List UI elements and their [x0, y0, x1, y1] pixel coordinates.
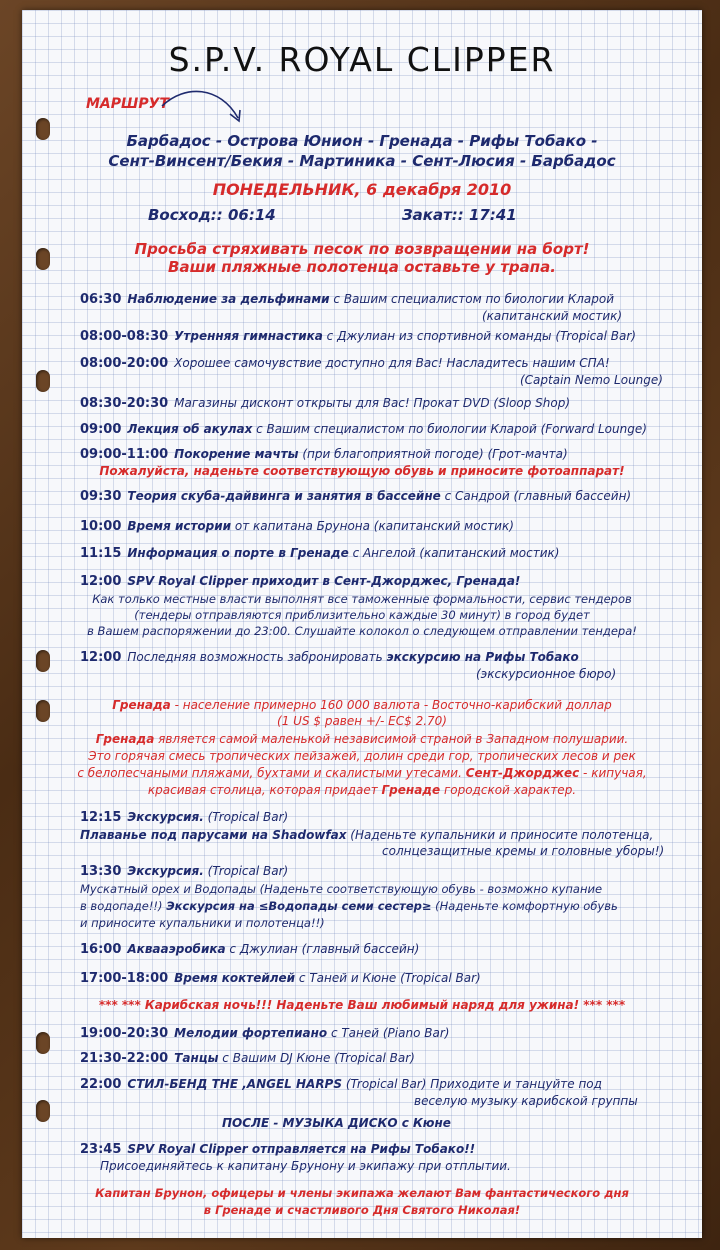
grenada-name: Гренада: [95, 732, 155, 746]
grenada-name: Гренаде: [381, 783, 441, 797]
event-row: [80, 422, 647, 437]
event-title: Экскурсия.: [127, 810, 204, 824]
closing-line-2: в Гренаде и счастливого Дня Святого Николая!: [203, 1203, 521, 1217]
event-title: Экскурсия на ≤Водопады семи сестер≥: [166, 899, 432, 913]
event-detail: (Наденьте купальники и приносите полотенца,: [346, 828, 654, 842]
event-time: 12:00: [80, 650, 122, 665]
event-time: 09:00-11:00: [80, 447, 169, 462]
event-title: SPV Royal Clipper приходит в Сент-Джорджес, Гренада!: [127, 574, 521, 588]
event-note: [80, 899, 618, 913]
event-location: (экскурсионное бюро): [476, 667, 617, 681]
event-detail: Магазины дисконт открыты для Вас! Прокат DVD (Sloop Shop): [174, 396, 571, 410]
event-note: солнцезащитные кремы и головные уборы!): [382, 844, 665, 858]
event-time: 10:00: [80, 519, 122, 534]
event-title: Лекция об акулах: [127, 422, 253, 436]
event-row: [80, 971, 481, 986]
event-row: [80, 574, 520, 589]
notice-line-2: Ваши пляжные полотенца оставьте у трапа.: [168, 258, 556, 276]
event-detail: от капитана Брунона (капитанский мостик): [231, 519, 514, 533]
event-row: [80, 1026, 449, 1041]
event-note: веселую музыку карибской группы: [414, 1094, 638, 1108]
closing-line-1: Капитан Брунон, офицеры и члены экипажа желают Вам фантастического дня: [95, 1186, 629, 1200]
event-title: Информация о порте в Гренаде: [127, 546, 349, 560]
event-detail: (Tropical Bar) Приходите и танцуйте под: [342, 1077, 602, 1091]
event-detail: с Вашим специалистом по биологии Кларой: [329, 292, 615, 306]
event-title: Экскурсия.: [127, 864, 204, 878]
event-time: 21:30-22:00: [80, 1051, 169, 1066]
date-heading: ПОНЕДЕЛЬНИК, 6 декабря 2010: [212, 180, 512, 199]
event-time: 08:00-20:00: [80, 356, 169, 371]
sunset-time: Закат:: 17:41: [402, 206, 517, 224]
event-row: [80, 864, 288, 879]
grenada-info-line: [22, 783, 702, 797]
notice-line-1: Просьба стряхивать песок по возвращении на борт!: [134, 240, 590, 258]
grenada-info-line: [22, 698, 702, 712]
event-row: [80, 1142, 475, 1157]
event-time: 09:00: [80, 422, 122, 437]
event-note: Как только местные власти выполнят все таможенные формальности, сервис тендеров: [92, 592, 632, 606]
event-time: 13:30: [80, 864, 122, 879]
grenada-info-line: Это горячая смесь тропических пейзажей, долин среди гор, тропических лесов и рек: [88, 749, 636, 763]
grenada-text: - кипучая,: [579, 766, 647, 780]
event-time: 16:00: [80, 942, 122, 957]
event-row: [80, 1077, 602, 1092]
event-title: Наблюдение за дельфинами: [127, 292, 330, 306]
grenada-info-line: [22, 766, 702, 780]
event-row: [80, 810, 288, 825]
event-time: 09:30: [80, 489, 122, 504]
page-title: S.P.V. ROYAL CLIPPER: [168, 40, 556, 79]
caribbean-night-banner: *** *** Карибская ночь!!! Наденьте Ваш любимый наряд для ужина! *** ***: [98, 998, 626, 1012]
event-title: экскурсию на Рифы Тобако: [386, 650, 579, 664]
event-detail: (Наденьте комфортную обувь: [431, 899, 618, 913]
event-row: [80, 650, 579, 665]
event-time: 08:30-20:30: [80, 396, 169, 411]
event-detail: в водопаде!!): [80, 899, 167, 913]
grenada-text: с белопесчаными пляжами, бухтами и скалистыми утесами.: [77, 766, 466, 780]
route-label: МАРШРУТ: [86, 96, 169, 112]
event-row: [80, 942, 419, 957]
event-title: Теория скуба-дайвинга и занятия в бассейне: [127, 489, 441, 503]
event-title: Время коктейлей: [174, 971, 296, 985]
event-title: Мелодии фортепиано: [174, 1026, 328, 1040]
event-title: Плаванье под парусами на Shadowfax: [80, 828, 347, 842]
event-detail: с Ангелой (капитанский мостик): [348, 546, 560, 560]
event-row: [80, 1051, 415, 1066]
event-note: Присоединяйтесь к капитану Брунону и экипажу при отплытии.: [100, 1159, 511, 1173]
event-title: Покорение мачты: [174, 447, 299, 461]
route-line-1: Барбадос - Острова Юнион - Гренада - Рифы Тобако -: [126, 132, 598, 150]
disco-note: ПОСЛЕ - МУЗЫКА ДИСКО с Кюне: [222, 1116, 451, 1130]
event-row: [80, 356, 610, 371]
event-title: Время истории: [127, 519, 232, 533]
event-detail: с Сандрой (главный бассейн): [440, 489, 632, 503]
event-row: [80, 329, 636, 344]
event-detail: (при благоприятной погоде) (Грот-мачта): [298, 447, 568, 461]
event-row: [80, 519, 514, 534]
event-title: Танцы: [174, 1051, 219, 1065]
event-time: 19:00-20:30: [80, 1026, 169, 1041]
grenada-text: - население примерно 160 000 валюта - Восточно-карибский доллар: [170, 698, 612, 712]
event-time: 23:45: [80, 1142, 122, 1157]
event-detail: (Tropical Bar): [203, 864, 289, 878]
event-title: Аквааэробика: [127, 942, 226, 956]
event-row: [80, 396, 570, 411]
event-title: СТИЛ-БЕНД THE ,ANGEL HARPS: [127, 1077, 342, 1091]
event-detail: Хорошее самочувствие доступно для Вас! Насладитесь нашим СПА!: [174, 356, 610, 370]
grenada-text: красивая столица, которая придает: [147, 783, 382, 797]
event-warning: Пожалуйста, наденьте соответствующую обувь и приносите фотоаппарат!: [99, 464, 625, 478]
event-row: [80, 447, 568, 462]
event-note: [80, 828, 653, 842]
schedule-content: [22, 10, 702, 1238]
event-time: 22:00: [80, 1077, 122, 1092]
event-location: (Captain Nemo Lounge): [520, 373, 663, 387]
event-title: SPV Royal Clipper отправляется на Рифы Тобако!!: [127, 1142, 476, 1156]
event-detail: Последняя возможность забронировать: [127, 650, 387, 664]
event-detail: с Таней и Кюне (Tropical Bar): [295, 971, 481, 985]
grenada-info-line: [22, 732, 702, 746]
event-note: (тендеры отправляются приблизительно каждые 30 минут) в город будет: [134, 608, 590, 622]
event-row: [80, 489, 631, 504]
grenada-text: является самой маленькой независимой страной в Западном полушарии.: [154, 732, 629, 746]
grenada-info-line: (1 US $ равен +/- EC$ 2.70): [277, 714, 447, 728]
event-time: 17:00-18:00: [80, 971, 169, 986]
grenada-name: Гренада: [112, 698, 171, 712]
sunrise-time: Восход:: 06:14: [148, 206, 276, 224]
event-detail: с Джулиан (главный бассейн): [225, 942, 420, 956]
event-row: [80, 546, 559, 561]
event-detail: с Вашим DJ Кюне (Tropical Bar): [218, 1051, 415, 1065]
route-line-2: Сент-Винсент/Бекия - Мартиника - Сент-Люсия - Барбадос: [108, 152, 616, 170]
grenada-name: Сент-Джорджес: [465, 766, 580, 780]
event-time: 12:15: [80, 810, 122, 825]
event-time: 11:15: [80, 546, 122, 561]
event-detail: с Джулиан из спортивной команды (Tropical Bar): [322, 329, 636, 343]
event-note: Мускатный орех и Водопады (Наденьте соответствующую обувь - возможно купание: [80, 882, 603, 896]
arrow-icon: [160, 88, 250, 128]
event-detail: (Tropical Bar): [203, 810, 289, 824]
event-time: 06:30: [80, 292, 122, 307]
event-note: в Вашем распоряжении до 23:00. Слушайте колокол о следующем отправлении тендера!: [87, 624, 637, 638]
event-note: и приносите купальники и полотенца!!): [80, 916, 325, 930]
event-detail: с Таней (Piano Bar): [327, 1026, 450, 1040]
grenada-text: городской характер.: [440, 783, 577, 797]
schedule-paper: [22, 10, 702, 1238]
event-location: (капитанский мостик): [482, 309, 623, 323]
event-row: [80, 292, 614, 307]
event-time: 12:00: [80, 574, 122, 589]
event-detail: с Вашим специалистом по биологии Кларой (Forward Lounge): [252, 422, 647, 436]
event-time: 08:00-08:30: [80, 329, 169, 344]
event-title: Утренняя гимнастика: [174, 329, 323, 343]
